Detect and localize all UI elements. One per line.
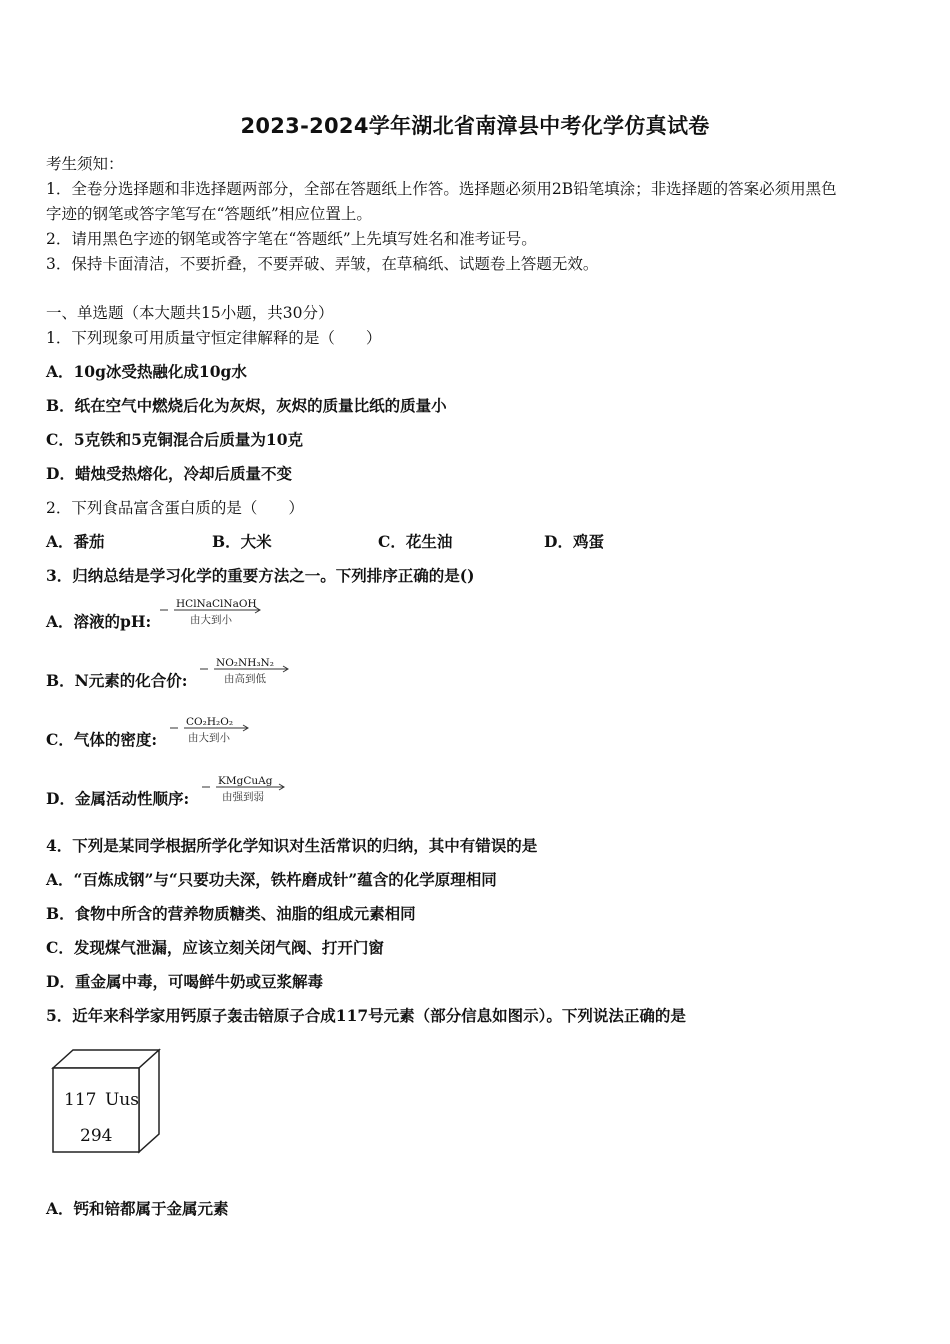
- notice-item-1b: 字迹的钢笔或答字笔写在“答题纸”相应位置上。: [46, 205, 372, 223]
- q3-option-c-note: 由大到小: [188, 732, 230, 744]
- q3-option-c-label: C．气体的密度:: [46, 730, 158, 749]
- element-card: [50, 1048, 162, 1160]
- q3-stem: 3．归纳总结是学习化学的重要方法之一。下列排序正确的是(): [46, 566, 475, 585]
- q2-stem: 2．下列食品富含蛋白质的是（ ）: [46, 499, 304, 517]
- q3-option-b-label: B．N元素的化合价:: [46, 671, 188, 690]
- q3-option-b: [46, 669, 188, 691]
- q2-options: [46, 530, 710, 552]
- q2-option-c: C．花生油: [378, 532, 453, 551]
- q1-option-a: A．10g冰受热融化成10g水: [46, 362, 247, 381]
- q4-option-b: B．食物中所含的营养物质糖类、油脂的组成元素相同: [46, 904, 416, 923]
- element-symbol: Uus: [104, 1090, 139, 1110]
- q3-option-d-note: 由强到弱: [222, 791, 264, 803]
- page-title: 2023-2024学年湖北省南漳县中考化学仿真试卷: [240, 114, 710, 138]
- q3-option-a: [46, 610, 151, 632]
- element-mass: 294: [80, 1126, 113, 1146]
- q4-stem: 4．下列是某同学根据所学化学知识对生活常识的归纳，其中有错误的是: [46, 836, 538, 855]
- q2-option-d: D．鸡蛋: [544, 532, 604, 551]
- q4-option-a: A．“百炼成钢”与“只要功夫深，铁杵磨成针”蕴含的化学原理相同: [46, 870, 497, 889]
- q4-option-d: D．重金属中毒，可喝鲜牛奶或豆浆解毒: [46, 972, 323, 991]
- q3-option-a-note: 由大到小: [190, 614, 232, 626]
- notice-item-3: 3．保持卡面清洁，不要折叠，不要弄破、弄皱，在草稿纸、试题卷上答题无效。: [46, 255, 599, 273]
- q3-option-b-note: 由高到低: [224, 673, 266, 685]
- q3-option-c-order: CO₂H₂O₂: [186, 716, 234, 728]
- section-heading: 一、单选题（本大题共15小题，共30分）: [46, 304, 334, 322]
- q1-option-d: D．蜡烛受热熔化，冷却后质量不变: [46, 464, 292, 483]
- q5-option-a: A．钙和锫都属于金属元素: [46, 1199, 229, 1218]
- q5-stem: 5．近年来科学家用钙原子轰击锫原子合成117号元素（部分信息如图示）。下列说法正确的是: [46, 1006, 686, 1025]
- q1-option-c: C．5克铁和5克铜混合后质量为10克: [46, 430, 303, 449]
- q4-option-c: C．发现煤气泄漏，应该立刻关闭气阀、打开门窗: [46, 938, 384, 957]
- q3-option-b-order: NO₂NH₃N₂: [216, 657, 274, 669]
- notice-heading: 考生须知：: [46, 155, 124, 173]
- notice-item-1a: 1．全卷分选择题和非选择题两部分，全部在答题纸上作答。选择题必须用2B铅笔填涂；非选择题的答案必须用黑色: [46, 180, 837, 198]
- q2-option-b: B．大米: [212, 532, 272, 551]
- q1-stem: 1．下列现象可用质量守恒定律解释的是（ ）: [46, 329, 382, 347]
- q3-option-c: [46, 728, 157, 750]
- q3-option-d-order: KMgCuAg: [218, 775, 273, 787]
- q3-option-d: [46, 787, 189, 809]
- q1-option-b: B．纸在空气中燃烧后化为灰烬，灰烬的质量比纸的质量小: [46, 396, 447, 415]
- q3-option-a-label: A．溶液的pH:: [46, 612, 152, 631]
- q3-option-a-order: HClNaClNaOH: [176, 598, 257, 610]
- q3-option-d-label: D．金属活动性顺序:: [46, 789, 190, 808]
- element-number-symbol: [64, 1090, 139, 1110]
- q2-option-a: A．番茄: [46, 532, 105, 551]
- element-number: 117: [64, 1090, 97, 1110]
- notice-item-2: 2．请用黑色字迹的钢笔或答字笔在“答题纸”上先填写姓名和准考证号。: [46, 230, 537, 248]
